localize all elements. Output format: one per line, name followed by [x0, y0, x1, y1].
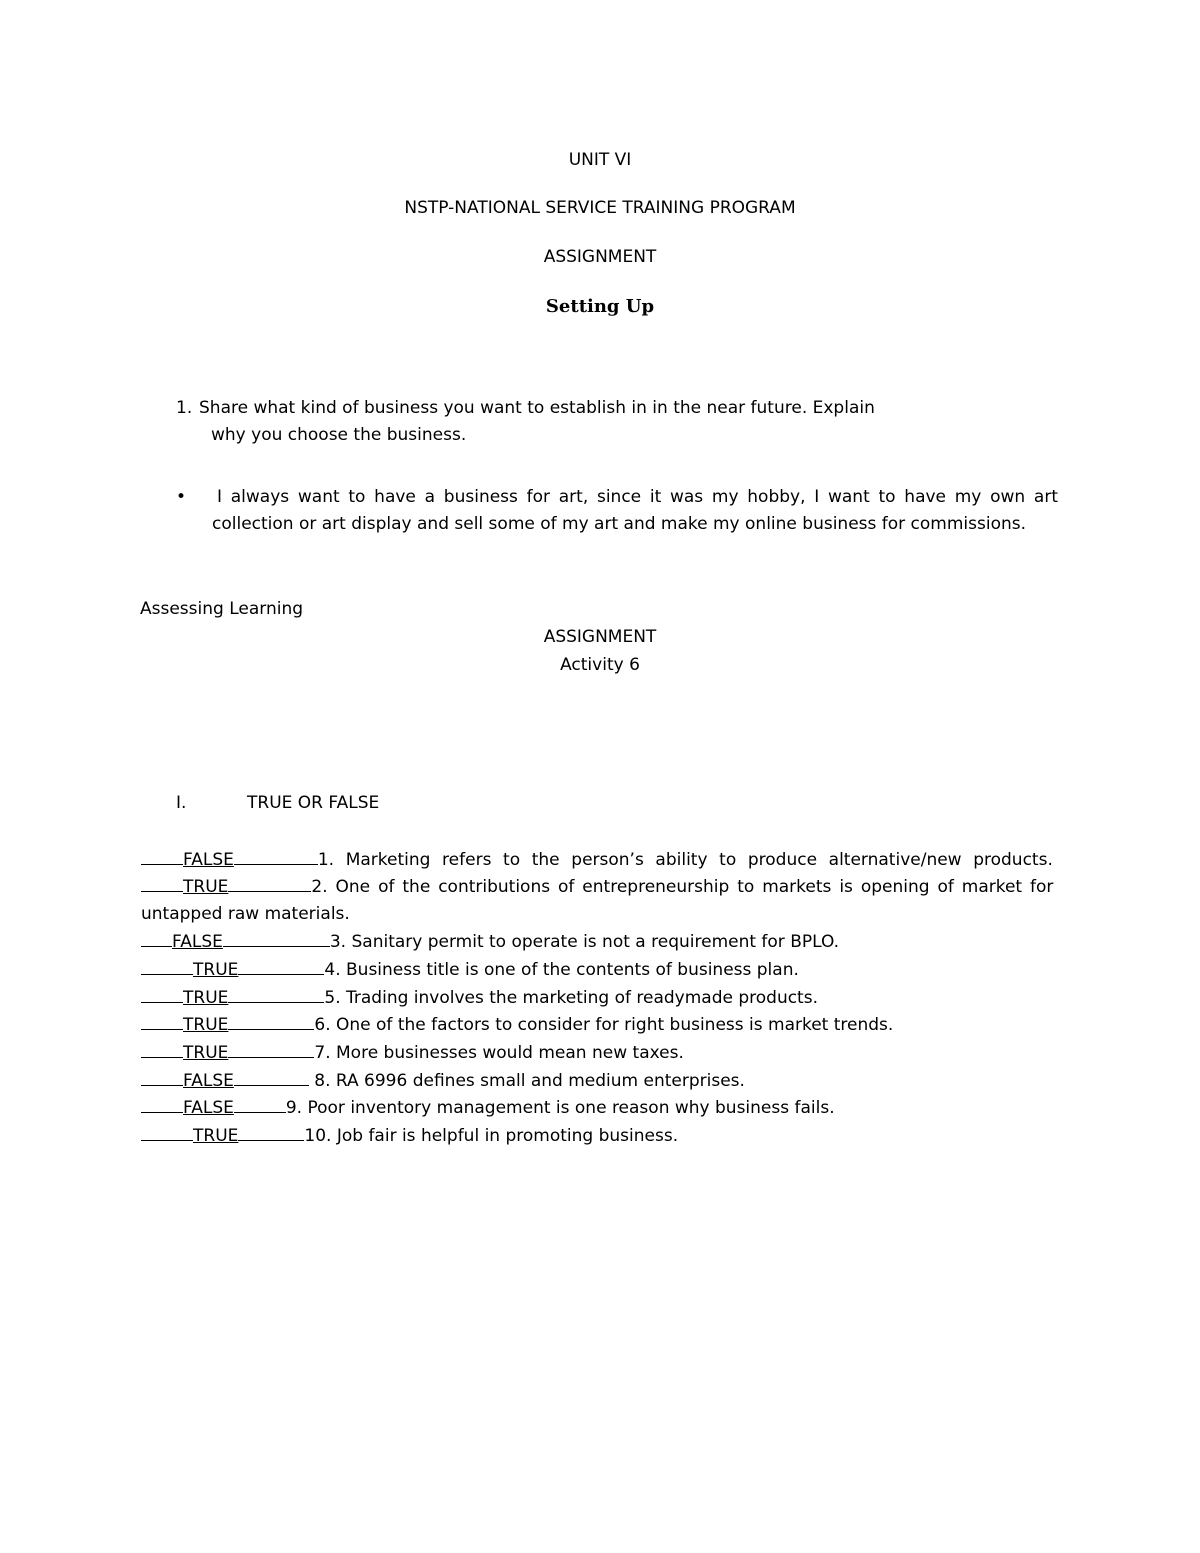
- answer-value: TRUE: [183, 988, 229, 1008]
- question-line-1: Share what kind of business you want to establish in in the near future. Explain: [199, 398, 875, 418]
- item-text: 9. Poor inventory management is one reason why business fails.: [285, 1098, 835, 1118]
- item-text: 10. Job fair is helpful in promoting business.: [304, 1126, 679, 1146]
- list-item: [141, 960, 799, 980]
- bullet-icon: •: [176, 487, 187, 507]
- item-text: 3. Sanitary permit to operate is not a requirement for BPLO.: [329, 932, 840, 952]
- answer-value: TRUE: [193, 960, 239, 980]
- section-numeral: I.: [176, 793, 187, 813]
- list-item: [141, 850, 1058, 870]
- answer-value: TRUE: [193, 1126, 239, 1146]
- assignment-heading: ASSIGNMENT: [543, 247, 657, 267]
- answer-value: FALSE: [172, 932, 223, 952]
- item-text: 6. One of the factors to consider for right business is market trends.: [314, 1015, 894, 1035]
- list-item: [141, 1126, 678, 1146]
- item-text: 2. One of the contributions of entrepreneurship to markets is opening of market for: [311, 877, 1054, 897]
- answer-value: TRUE: [183, 1015, 229, 1035]
- answer-value: TRUE: [183, 877, 229, 897]
- list-item: [141, 1015, 893, 1035]
- question-line-2: why you choose the business.: [211, 425, 467, 445]
- item-text: 7. More businesses would mean new taxes.: [314, 1043, 684, 1063]
- answer-line-1: I always want to have a business for art, since it was my hobby, I want to have my own art: [217, 487, 1058, 507]
- assessing-label: Assessing Learning: [140, 599, 304, 619]
- list-item: [141, 932, 839, 952]
- item-text: 1. Marketing refers to the person’s ability to produce alternative/new products.: [317, 850, 1053, 870]
- answer-value: FALSE: [183, 1098, 234, 1118]
- assessing-assignment: ASSIGNMENT: [543, 627, 657, 647]
- list-item: [141, 988, 818, 1008]
- program-heading: NSTP-NATIONAL SERVICE TRAINING PROGRAM: [404, 198, 796, 218]
- list-item: [141, 1043, 684, 1063]
- item-text: 4. Business title is one of the contents of business plan.: [324, 960, 799, 980]
- answer-line-2: collection or art display and sell some of my art and make my online business for commissions.: [212, 514, 1027, 534]
- answer-value: TRUE: [183, 1043, 229, 1063]
- list-item: [141, 1098, 835, 1118]
- item-text: 8. RA 6996 defines small and medium enterprises.: [308, 1071, 745, 1091]
- answer-value: FALSE: [183, 850, 234, 870]
- activity-label: Activity 6: [560, 655, 640, 675]
- list-item: [141, 877, 1058, 897]
- question-number: 1.: [176, 398, 193, 418]
- page-title: Setting Up: [545, 296, 655, 317]
- item-text-continued: untapped raw materials.: [141, 904, 350, 924]
- unit-heading: UNIT VI: [568, 150, 632, 170]
- item-text: 5. Trading involves the marketing of readymade products.: [324, 988, 818, 1008]
- answer-value: FALSE: [183, 1071, 234, 1091]
- list-item: [141, 1071, 745, 1091]
- section-title: TRUE OR FALSE: [247, 793, 380, 813]
